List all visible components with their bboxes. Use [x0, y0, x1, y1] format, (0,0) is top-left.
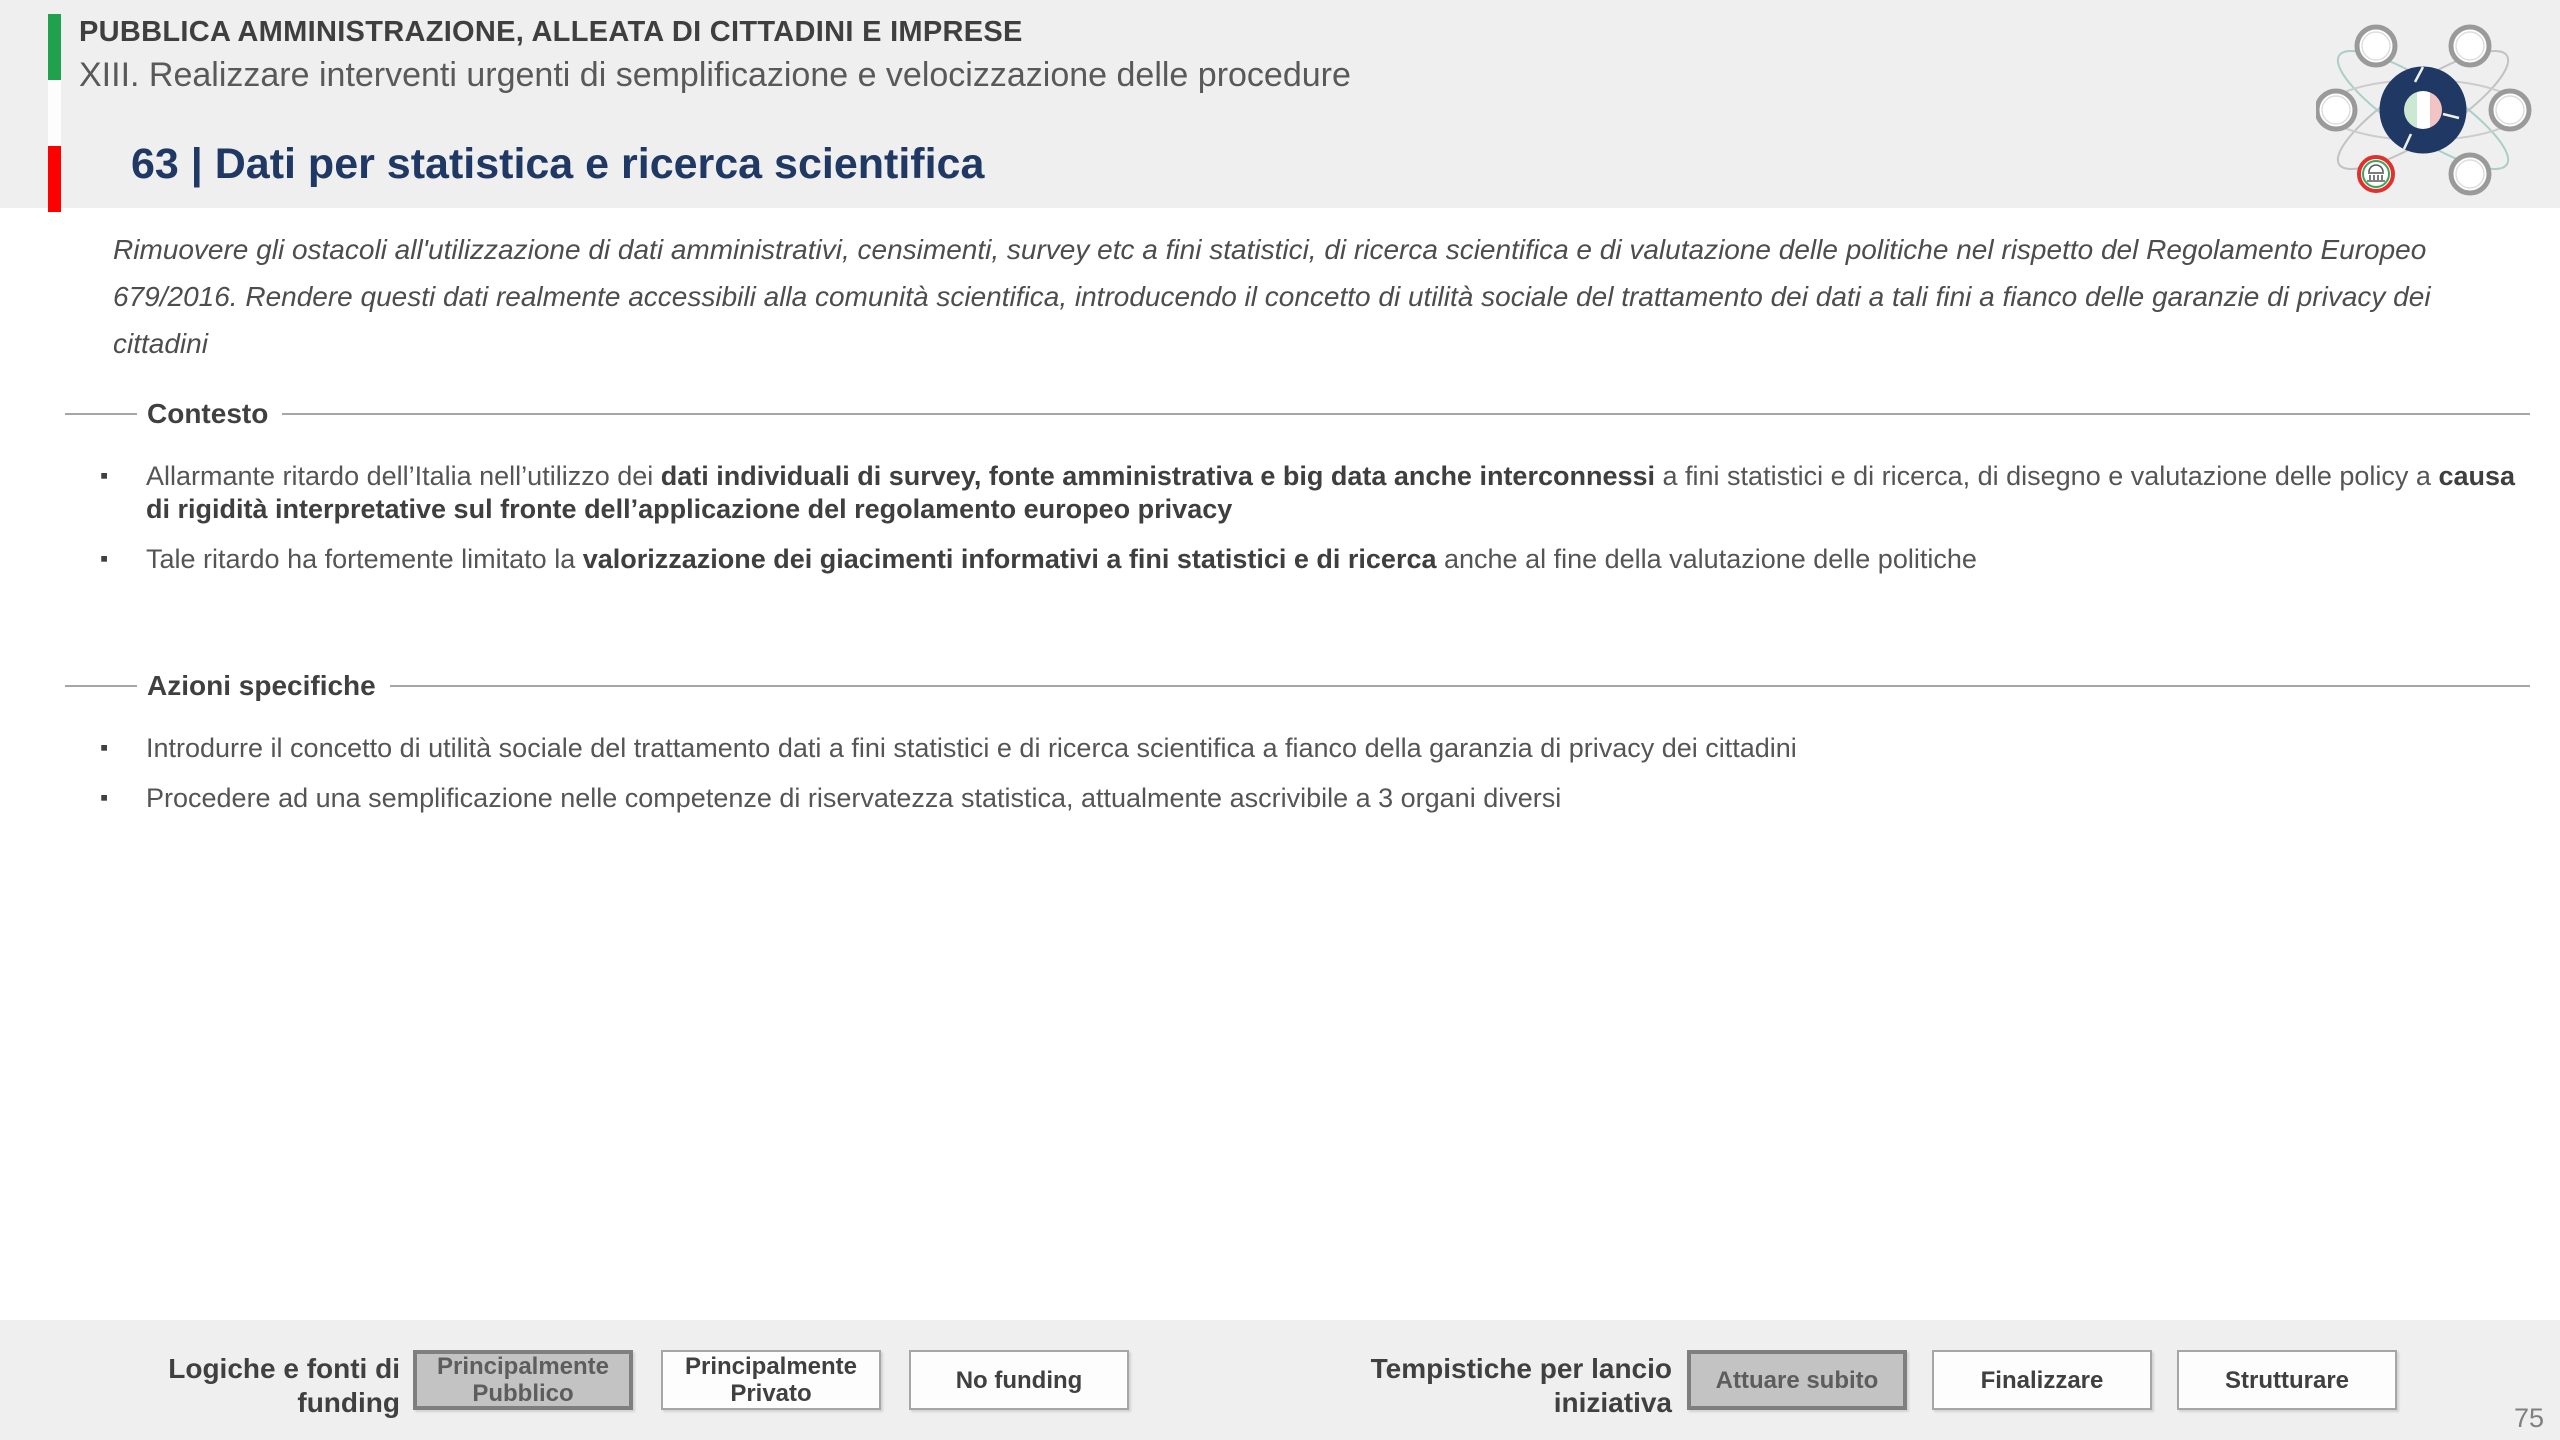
bullet-item: ▪ Procedere ad una semplificazione nelle competenze di riservatezza statistica, attualmente ascrivibile a 3 organi diversi: [100, 782, 2518, 815]
bullet-item: ▪ Allarmante ritardo dell’Italia nell’utilizzo dei dati individuali di survey, fonte amministrativa e big data anche interconnessi a fini statistici e di ricerca, di disegno e valutazione delle policy a causa di rigidità interpretative sul fronte dell’applicazione del regolamento europeo privacy: [100, 460, 2518, 526]
divider-line: [390, 685, 2530, 687]
flag-green-segment: [48, 14, 61, 80]
divider-line: [65, 413, 137, 415]
bullet-list: [65, 460, 2530, 576]
italian-flag-bar: [48, 14, 61, 212]
timing-option-strutturare[interactable]: Strutturare: [2177, 1350, 2397, 1410]
divider-line: [65, 685, 137, 687]
bullet-list: [65, 732, 2530, 815]
funding-group-label: Logiche e fonti di funding: [168, 1353, 400, 1418]
timing-option-attuare-subito[interactable]: Attuare subito: [1687, 1350, 1907, 1410]
section-header: [65, 398, 2530, 430]
government-node-icon: [2359, 157, 2393, 191]
timing-group-label: Tempistiche per lancio iniziativa: [1370, 1353, 1672, 1418]
flag-red-segment: [48, 146, 61, 212]
intro-abstract: Rimuovere gli ostacoli all'utilizzazione di dati amministrativi, censimenti, survey etc a fini statistici, di ricerca scientifica e di valutazione delle politiche nel rispetto del Regolamento Europeo 679/2016. Rendere questi dati realmente accessibili alla comunità scientifica, introducendo il concetto di utilità sociale del trattamento dei dati a tali fini a fianco delle garanzie di privacy dei cittadini: [113, 234, 2431, 359]
section-header: [65, 670, 2530, 702]
flag-white-segment: [48, 80, 61, 146]
section-contesto: [65, 398, 2530, 593]
section-title: Azioni specifiche: [147, 670, 376, 701]
network-hub-logo-icon: [2316, 22, 2536, 202]
page-number: 75: [2513, 1403, 2544, 1433]
page-title: 63 | Dati per statistica e ricerca scientifica: [131, 140, 985, 188]
section-azioni-specifiche: [65, 670, 2530, 832]
header-band: [0, 0, 2560, 208]
bullet-item: ▪ Introdurre il concetto di utilità sociale del trattamento dati a fini statistici e di ricerca scientifica a fianco della garanzia di privacy dei cittadini: [100, 732, 2518, 765]
section-kicker: PUBBLICA AMMINISTRAZIONE, ALLEATA DI CITTADINI E IMPRESE: [79, 16, 1023, 48]
funding-option-principalmente-privato[interactable]: Principalmente Privato: [661, 1350, 881, 1410]
section-title: Contesto: [147, 398, 269, 429]
bullet-item: ▪ Tale ritardo ha fortemente limitato la valorizzazione dei giacimenti informativi a fini statistici e di ricerca anche al fine della valutazione delle politiche: [100, 543, 2518, 576]
divider-line: [282, 413, 2530, 415]
funding-option-principalmente-pubblico[interactable]: Principalmente Pubblico: [413, 1350, 633, 1410]
funding-option-no-funding[interactable]: No funding: [909, 1350, 1129, 1410]
timing-option-finalizzare[interactable]: Finalizzare: [1932, 1350, 2152, 1410]
chapter-title: XIII. Realizzare interventi urgenti di semplificazione e velocizzazione delle procedure: [79, 56, 1351, 94]
